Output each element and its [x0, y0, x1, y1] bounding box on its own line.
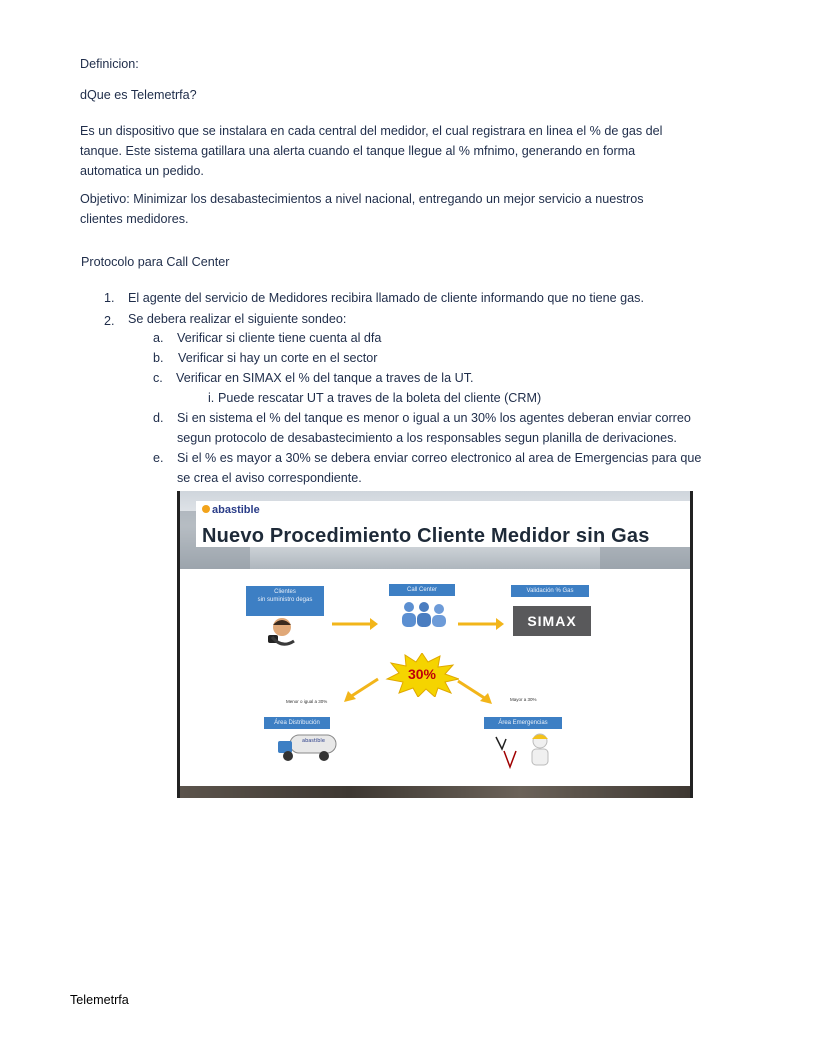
slide-title: Nuevo Procedimiento Cliente Medidor sin Gas — [202, 525, 650, 547]
validacion-box: Validación % Gas — [511, 585, 589, 597]
subitem-text: Si en sistema el % del tanque es menor o igual a un 30% los agentes deberan enviar correo — [177, 411, 691, 425]
list-item-text: El agente del servicio de Medidores recibira llamado de cliente informando que no tiene gas. — [128, 291, 644, 305]
distribucion-box: Área Distribución — [264, 717, 330, 729]
brand-logo-icon — [202, 505, 210, 513]
arrow-right-icon — [456, 617, 506, 631]
subitem-d-continued — [177, 428, 677, 448]
clientes-box: Clientes sin suministro degas — [246, 586, 324, 616]
question-heading: dQue es Telemetrfa? — [80, 88, 197, 102]
objective-line-2: clientes medidores. — [80, 212, 189, 226]
protocol-title: Protocolo para Call Center — [81, 255, 230, 269]
subitem-letter: d. — [153, 411, 164, 425]
subitem-letter: c. — [153, 371, 163, 385]
emergencias-box: Área Emergencias — [484, 717, 562, 729]
subitem-letter: a. — [153, 331, 164, 345]
subitem-letter: i. — [208, 391, 215, 405]
definition-paragraph — [80, 121, 720, 181]
subitem-letter: b. — [153, 351, 164, 365]
page-footer: Telemetrfa — [70, 993, 129, 1007]
arrow-right-icon — [330, 617, 380, 631]
brand-logo: abastible — [202, 504, 260, 516]
arrow-down-right-icon — [454, 679, 496, 707]
subitem-text: Verificar si cliente tiene cuenta al dfa — [177, 331, 382, 345]
objective-line-1: Objetivo: Minimizar los desabastecimientos a nivel nacional, entregando un mejor servicio a nuestros — [80, 192, 644, 206]
definition-line-2: tanque. Este sistema gatillara una alerta cuando el tanque llegue al % mfnimo, generando en forma — [80, 144, 636, 158]
subitem-text: se crea el aviso correspondiente. — [177, 471, 362, 485]
simax-logo: SIMAX — [513, 606, 591, 636]
subitem-e-continued — [177, 468, 362, 488]
threshold-starburst — [385, 653, 459, 697]
subitem-text: Puede rescatar UT a traves de la boleta del cliente (CRM) — [218, 391, 542, 405]
subitem-text: Verificar si hay un corte en el sector — [178, 351, 378, 365]
subitem-letter: e. — [153, 451, 164, 465]
slide-title-box — [196, 501, 690, 547]
mayor-label: Mayor a 30% — [510, 697, 537, 702]
gas-truck-icon — [276, 731, 342, 763]
procedure-slide-image — [177, 491, 693, 798]
definition-line-1: Es un dispositivo que se instalara en cada central del medidor, el cual registrara en linea el % de gas del — [80, 124, 663, 138]
list-item-text: Se debera realizar el siguiente sondeo: — [128, 312, 347, 326]
definition-heading: Definicion: — [80, 57, 139, 71]
customer-phone-icon — [264, 615, 304, 651]
subitem-text: Si el % es mayor a 30% se debera enviar correo electronico al area de Emergencias para que — [177, 451, 702, 465]
subitem-text: segun protocolo de desabastecimiento a los responsables segun planilla de derivaciones. — [177, 431, 677, 445]
list-number: 1. — [104, 291, 115, 305]
definition-line-3: automatica un pedido. — [80, 164, 204, 178]
call-center-agents-icon — [399, 599, 449, 631]
objective-paragraph — [80, 189, 720, 229]
menor-label: Menor o igual a 30% — [286, 699, 328, 704]
call-center-box: Call Center — [389, 584, 455, 596]
arrow-down-left-icon — [340, 677, 382, 705]
emergency-worker-icon — [492, 731, 562, 771]
subitem-text: Verificar en SIMAX el % del tanque a traves de la UT. — [176, 371, 474, 385]
threshold-label: 30% — [407, 666, 437, 682]
slide-floor-strip — [180, 786, 690, 798]
svg-text:abastible: abastible — [302, 738, 325, 744]
list-number: 2. — [104, 314, 115, 328]
